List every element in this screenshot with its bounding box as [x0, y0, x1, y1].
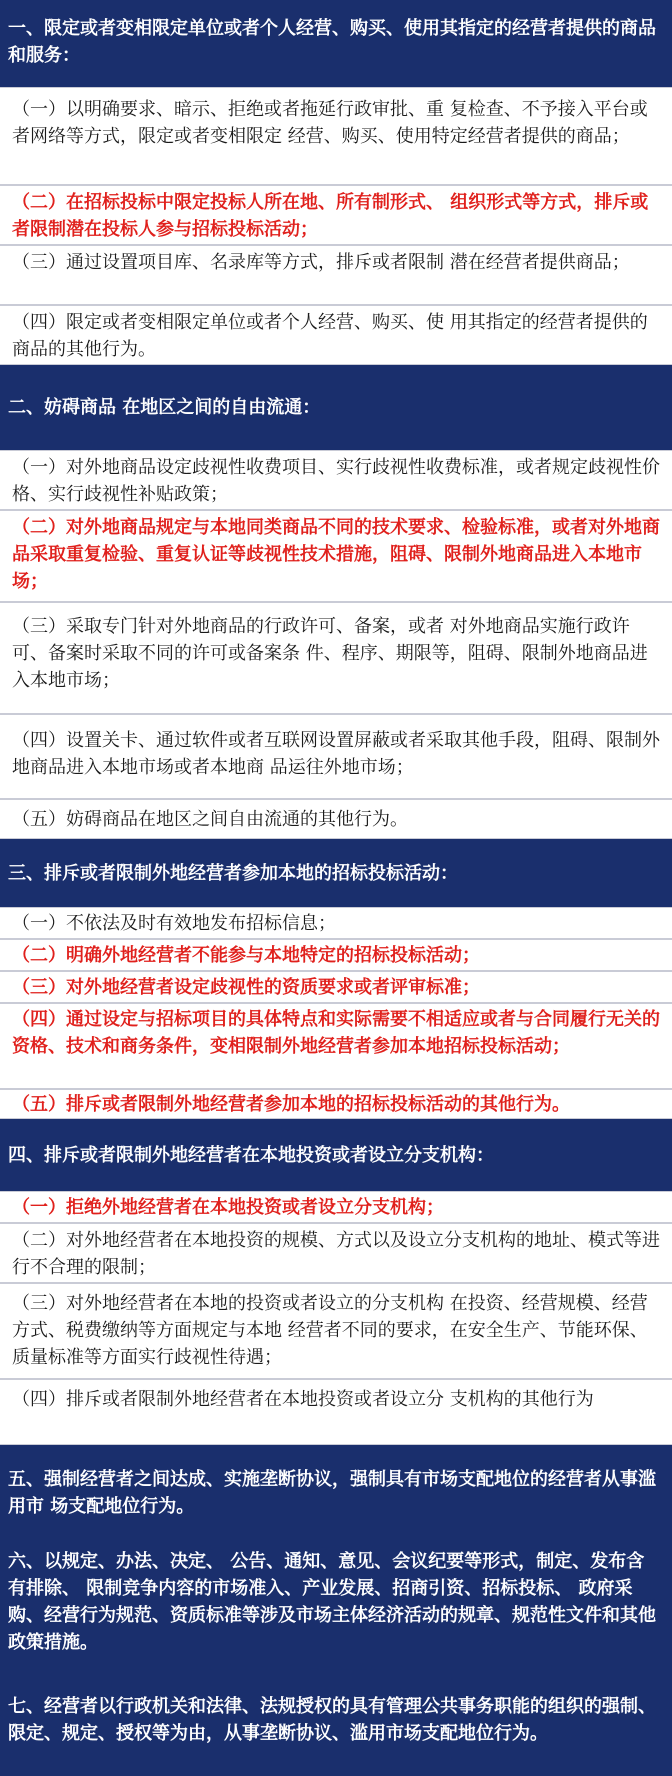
section-2-item-2: （二）对外地商品规定与本地同类商品不同的技术要求、检验标准，或者对外地商品采取重复检验、重复认证等歧视性技术措施，阻碍、限制外地商品进入本地市场；	[0, 510, 672, 602]
section-4-item-4: （四）排斥或者限制外地经营者在本地投资或者设立分 支机构的其他行为	[0, 1379, 672, 1445]
section-4-heading: 四、排斥或者限制外地经营者在本地投资或者设立分支机构：	[0, 1119, 672, 1191]
section-7-heading: 七、经营者以行政机关和法律、法规授权的具有管理公共事务职能的组织的强制、限定、规定、授权等为由，从事垄断协议、滥用市场支配地位行为。	[0, 1664, 672, 1776]
section-2-item-1: （一）对外地商品设定歧视性收费项目、实行歧视性收费标准，或者规定歧视性价格、实行歧视性补贴政策；	[0, 450, 672, 510]
section-3-item-2: （二）明确外地经营者不能参与本地特定的招标投标活动；	[0, 939, 672, 971]
section-2-item-4: （四）设置关卡、通过软件或者互联网设置屏蔽或者采取其他手段，阻碍、限制外地商品进入本地市场或者本地商 品运往外地市场；	[0, 714, 672, 799]
section-3-item-3: （三）对外地经营者设定歧视性的资质要求或者评审标准；	[0, 971, 672, 1003]
section-4-item-2: （二）对外地经营者在本地投资的规模、方式以及设立分支机构的地址、模式等进行不合理的限制；	[0, 1223, 672, 1283]
section-3-item-1: （一）不依法及时有效地发布招标信息；	[0, 907, 672, 939]
section-5-heading: 五、强制经营者之间达成、实施垄断协议，强制具有市场支配地位的经营者从事滥用市 场支配地位行为。	[0, 1445, 672, 1540]
section-3-item-4: （四）通过设定与招标项目的具体特点和实际需要不相适应或者与合同履行无关的资格、技术和商务条件，变相限制外地经营者参加本地招标投标活动；	[0, 1003, 672, 1089]
section-1-item-2: （二）在招标投标中限定投标人所在地、所有制形式、 组织形式等方式，排斥或者限制潜在投标人参与招标投标活动；	[0, 185, 672, 245]
section-2-heading: 二、妨碍商品 在地区之间的自由流通：	[0, 365, 672, 450]
section-3-heading: 三、排斥或者限制外地经营者参加本地的招标投标活动：	[0, 839, 672, 907]
section-1-heading: 一、限定或者变相限定单位或者个人经营、购买、使用其指定的经营者提供的商品和服务：	[0, 0, 672, 87]
section-1-item-4: （四）限定或者变相限定单位或者个人经营、购买、使 用其指定的经营者提供的商品的其他行为。	[0, 305, 672, 365]
section-4-item-3: （三）对外地经营者在本地的投资或者设立的分支机构 在投资、经营规模、经营方式、税费缴纳等方面规定与本地 经营者不同的要求，在安全生产、节能环保、质量标准等方面实行歧视性待遇；	[0, 1283, 672, 1379]
section-1-item-3: （三）通过设置项目库、名录库等方式，排斥或者限制 潜在经营者提供商品；	[0, 245, 672, 305]
section-4-item-1: （一）拒绝外地经营者在本地投资或者设立分支机构；	[0, 1191, 672, 1223]
section-2-item-3: （三）采取专门针对外地商品的行政许可、备案，或者 对外地商品实施行政许可、备案时采取不同的许可或备案条 件、程序、期限等，阻碍、限制外地商品进入本地市场；	[0, 602, 672, 714]
section-2-item-5: （五）妨碍商品在地区之间自由流通的其他行为。	[0, 799, 672, 839]
section-3-item-5: （五）排斥或者限制外地经营者参加本地的招标投标活动的其他行为。	[0, 1089, 672, 1119]
section-6-heading: 六、以规定、办法、决定、 公告、通知、意见、会议纪要等形式，制定、发布含有排除、 限制竞争内容的市场准入、产业发展、招商引资、招标投标、 政府采购、经营行为规范、资质标准等涉及市场主体经济活动的规章、规范性文件和其他政策措施。	[0, 1540, 672, 1664]
section-1-item-1: （一）以明确要求、暗示、拒绝或者拖延行政审批、重 复检查、不予接入平台或者网络等方式，限定或者变相限定 经营、购买、使用特定经营者提供的商品；	[0, 87, 672, 185]
